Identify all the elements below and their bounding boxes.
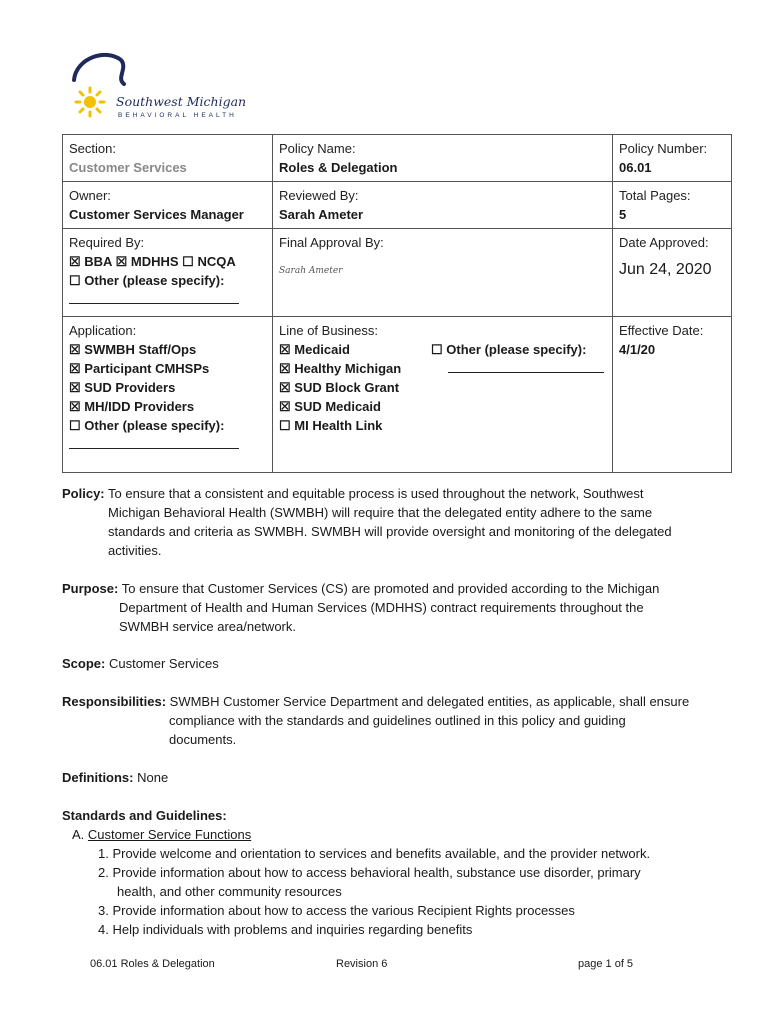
app-item-label: MH/IDD Providers (84, 399, 195, 414)
subsection-marker: A. (72, 827, 85, 842)
list-item: 3. Provide information about how to access the various Recipient Rights processes (98, 903, 575, 918)
responsibilities-text: documents. (169, 732, 237, 747)
required-by-label: Required By: (69, 235, 145, 250)
lob-item (279, 340, 431, 359)
required-by-cell (63, 229, 273, 317)
checkbox-required-other[interactable]: ☐ (69, 273, 81, 288)
app-item (69, 378, 266, 397)
purpose-text: Department of Health and Human Services (MDHHS) contract requirements throughout the (119, 600, 644, 615)
checkbox-mdhhs[interactable]: ☒ (115, 254, 128, 269)
definitions-label: Definitions: (62, 770, 134, 785)
definitions-section (62, 768, 722, 787)
app-other-label: Other (please specify): (84, 418, 225, 433)
list-item-continued: health, and other community resources (117, 884, 342, 899)
date-approved-value: Jun 24, 2020 (619, 261, 712, 278)
effective-date-cell (613, 317, 732, 473)
checkbox-mhidd[interactable]: ☒ (69, 399, 81, 414)
policy-text: activities. (108, 543, 162, 558)
purpose-text: SWMBH service area/network. (119, 619, 296, 634)
mdhhs-label: MDHHS (130, 254, 179, 269)
date-approved-label: Date Approved: (619, 235, 709, 250)
total-pages-label: Total Pages: (619, 188, 691, 203)
scope-text: Customer Services (108, 656, 219, 671)
footer-page-number: page 1 of 5 (578, 958, 634, 970)
section-value: Customer Services (69, 160, 187, 175)
total-pages-cell (613, 182, 732, 229)
policy-name-cell (273, 135, 613, 182)
checkbox-bba[interactable]: ☒ (69, 254, 81, 269)
final-approval-cell (273, 229, 613, 317)
standards-section (62, 806, 722, 939)
list-item: 2. Provide information about how to access behavioral health, substance use disorder, primary (98, 865, 641, 880)
checkbox-healthy-michigan[interactable]: ☒ (279, 361, 291, 376)
checkbox-lob-other[interactable]: ☐ (431, 342, 443, 357)
policy-number-label: Policy Number: (619, 141, 708, 156)
bba-label: BBA (84, 254, 112, 269)
lob-item-label: SUD Medicaid (294, 399, 381, 414)
lob-other (431, 340, 604, 359)
sun-wave-icon (66, 50, 126, 128)
logo-subtitle: BEHAVIORAL HEALTH (118, 112, 237, 119)
owner-value: Customer Services Manager (69, 207, 244, 222)
policy-number-cell (613, 135, 732, 182)
policy-text: Michigan Behavioral Health (SWMBH) will require that the delegated entity adhere to the same (108, 505, 653, 520)
section-cell (63, 135, 273, 182)
checkbox-swmbh[interactable]: ☒ (69, 342, 81, 357)
policy-text: standards and criteria as SWMBH. SWMBH will provide oversight and monitoring of the delegated (108, 524, 672, 539)
standards-heading: Standards and Guidelines: (62, 808, 227, 823)
lob-item (279, 416, 431, 435)
effective-date-label: Effective Date: (619, 323, 704, 338)
line-of-business-cell (273, 317, 613, 473)
policy-text: To ensure that a consistent and equitable process is used throughout the network, Southwest (108, 486, 644, 501)
reviewed-label: Reviewed By: (279, 188, 359, 203)
policy-metadata-table (62, 134, 732, 473)
lob-other-label: Other (please specify): (446, 342, 587, 357)
lob-item-label: SUD Block Grant (294, 380, 400, 395)
scope-section (62, 654, 722, 673)
policy-name-label: Policy Name: (279, 141, 356, 156)
organization-logo (66, 50, 256, 128)
checkbox-cmhsps[interactable]: ☒ (69, 361, 81, 376)
subsection-title: Customer Service Functions (87, 827, 252, 842)
owner-label: Owner: (69, 188, 111, 203)
checkbox-sud[interactable]: ☒ (69, 380, 81, 395)
purpose-label: Purpose: (62, 581, 119, 596)
lob-item-label: Medicaid (294, 342, 350, 357)
date-approved-cell (613, 229, 732, 317)
policy-section (62, 484, 722, 560)
app-item-label: SWMBH Staff/Ops (84, 342, 197, 357)
checkbox-mi-health-link[interactable]: ☐ (279, 418, 291, 433)
application-label: Application: (69, 323, 137, 338)
approval-signature: Sarah Ameter (279, 266, 343, 276)
lob-item-label: Healthy Michigan (294, 361, 402, 376)
total-pages-value: 5 (619, 207, 627, 222)
footer-document: 06.01 Roles & Delegation (90, 958, 215, 970)
policy-number-value: 06.01 (619, 160, 652, 175)
lob-label: Line of Business: (279, 323, 379, 338)
effective-date-value: 4/1/20 (619, 342, 656, 357)
required-other (69, 271, 266, 290)
definitions-text: None (137, 770, 169, 785)
policy-label: Policy: (62, 486, 105, 501)
required-by-options (69, 252, 266, 271)
required-other-field[interactable] (69, 291, 239, 304)
lob-item (279, 378, 431, 397)
list-item: 4. Help individuals with problems and inquiries regarding benefits (98, 922, 473, 937)
required-other-label: Other (please specify): (84, 273, 225, 288)
policy-name-value: Roles & Delegation (279, 160, 398, 175)
responsibilities-text: SWMBH Customer Service Department and delegated entities, as applicable, shall ensure (169, 694, 690, 709)
checkbox-app-other[interactable]: ☐ (69, 418, 81, 433)
responsibilities-text: compliance with the standards and guidelines outlined in this policy and guiding (169, 713, 626, 728)
checkbox-ncqa[interactable]: ☐ (182, 254, 194, 269)
lob-item-label: MI Health Link (294, 418, 383, 433)
section-label: Section: (69, 141, 116, 156)
app-item (69, 340, 266, 359)
app-item-label: SUD Providers (84, 380, 176, 395)
lob-item (279, 397, 431, 416)
reviewed-cell (273, 182, 613, 229)
lob-item (279, 359, 431, 378)
owner-cell (63, 182, 273, 229)
app-other (69, 416, 266, 435)
app-item (69, 359, 266, 378)
list-item: 1. Provide welcome and orientation to services and benefits available, and the provider network. (98, 846, 651, 861)
responsibilities-section (62, 692, 722, 749)
ncqa-label: NCQA (197, 254, 236, 269)
checkbox-sud-medicaid[interactable]: ☒ (279, 399, 291, 414)
checkbox-medicaid[interactable]: ☒ (279, 342, 291, 357)
app-other-field[interactable] (69, 436, 239, 449)
responsibilities-label: Responsibilities: (62, 694, 167, 709)
footer-revision: Revision 6 (336, 958, 388, 970)
lob-other-field[interactable] (448, 360, 604, 373)
scope-label: Scope: (62, 656, 106, 671)
app-item-label: Participant CMHSPs (84, 361, 210, 376)
purpose-section (62, 579, 722, 636)
purpose-text: To ensure that Customer Services (CS) are promoted and provided according to the Michigan (121, 581, 660, 596)
final-approval-label: Final Approval By: (279, 235, 384, 250)
app-item (69, 397, 266, 416)
application-cell (63, 317, 273, 473)
reviewed-value: Sarah Ameter (279, 207, 364, 222)
standards-subsection-a (62, 825, 722, 844)
logo-name: Southwest Michigan (116, 94, 247, 109)
checkbox-sud-block-grant[interactable]: ☒ (279, 380, 291, 395)
